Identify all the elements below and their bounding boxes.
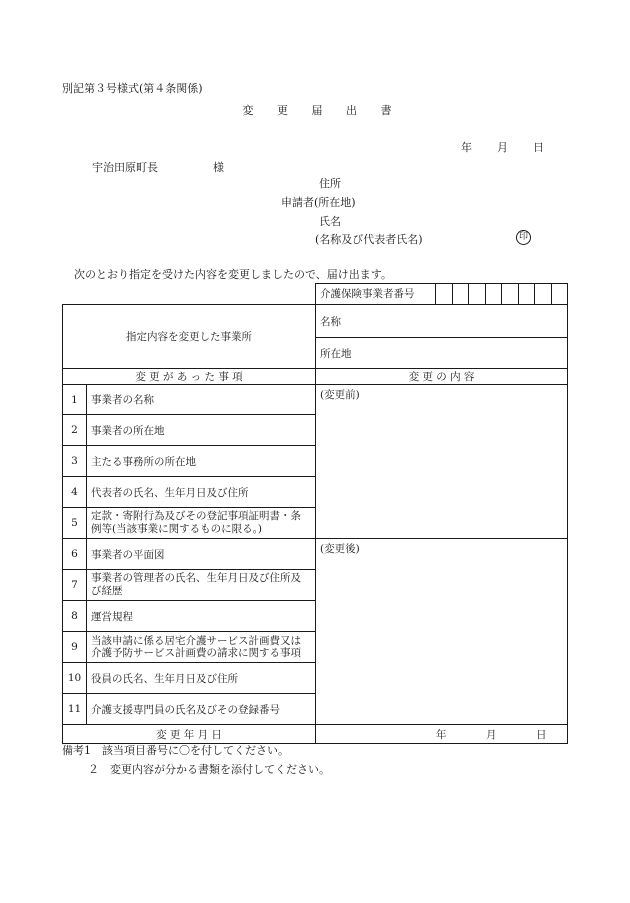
blank-cell	[63, 284, 316, 305]
insurer-number-cell	[316, 284, 568, 305]
change-before-label: (変更前)	[320, 389, 360, 401]
insurer-number-boxes[interactable]	[436, 284, 567, 304]
document-title: 変 更 届 出 書	[242, 104, 402, 117]
item-number[interactable]: 2	[63, 415, 87, 446]
item-number[interactable]: 8	[63, 601, 87, 632]
change-date-day: 日	[536, 729, 547, 741]
applicant-label: 申請者(所在地)	[281, 196, 356, 209]
digit-box[interactable]	[436, 284, 452, 304]
digit-box[interactable]	[534, 284, 551, 304]
date-year-label: 年	[461, 141, 472, 154]
item-number[interactable]: 1	[63, 385, 87, 415]
digit-box[interactable]	[551, 284, 568, 304]
item-text: 運営規程	[87, 601, 316, 632]
item-text: 定款・寄附行為及びその登記事項証明書・条例等(当該事業に関するものに限る。)	[87, 508, 316, 539]
item-number[interactable]: 4	[63, 477, 87, 508]
change-before-cell[interactable]	[316, 385, 568, 539]
item-number[interactable]: 11	[63, 694, 87, 725]
addressee: 宇治田原町長	[92, 161, 158, 174]
item-text: 役員の氏名、生年月日及び住所	[87, 663, 316, 694]
digit-box[interactable]	[518, 284, 535, 304]
digit-box[interactable]	[452, 284, 469, 304]
change-after-cell[interactable]	[316, 539, 568, 725]
seal-mark: 印	[516, 230, 531, 245]
office-name-label[interactable]: 名称	[316, 305, 568, 338]
item-text: 事業者の名称	[87, 385, 316, 415]
form-number-label: 別記第３号様式(第４条関係)	[62, 82, 203, 95]
item-text: 介護支援専門員の氏名及びその登録番号	[87, 694, 316, 725]
date-month-label: 月	[497, 141, 508, 154]
item-text: 事業者の平面図	[87, 539, 316, 570]
note-1: 備考1 該当項目番号に〇を付してください。	[62, 744, 289, 757]
item-number[interactable]: 7	[63, 570, 87, 601]
item-number[interactable]: 10	[63, 663, 87, 694]
change-date-year: 年	[436, 729, 447, 741]
items-header: 変 更 が あ っ た 事 項	[63, 369, 316, 385]
item-number[interactable]: 9	[63, 632, 87, 663]
note-2: ２ 変更内容が分かる書類を添付してください。	[88, 763, 330, 776]
item-text: 事業者の管理者の氏名、生年月日及び住所及び経歴	[87, 570, 316, 601]
name-sublabel: (名称及び代表者氏名)	[315, 233, 423, 246]
item-number[interactable]: 3	[63, 446, 87, 477]
digit-box[interactable]	[501, 284, 518, 304]
item-text: 主たる事務所の所在地	[87, 446, 316, 477]
digit-box[interactable]	[468, 284, 485, 304]
insurer-number-label: 介護保険事業者番号	[316, 284, 436, 304]
digit-box[interactable]	[485, 284, 502, 304]
item-number[interactable]: 6	[63, 539, 87, 570]
item-text: 当該申請に係る居宅介護サービス計画費又は介護予防サービス計画費の請求に関する事項	[87, 632, 316, 663]
change-date-field[interactable]	[316, 725, 568, 744]
change-date-month: 月	[486, 729, 497, 741]
change-form-table	[62, 283, 568, 744]
name-label: 氏名	[319, 215, 341, 228]
content-header: 変 更 の 内 容	[316, 369, 568, 385]
intro-text: 次のとおり指定を受けた内容を変更しましたので、届け出ます。	[74, 268, 392, 281]
item-number[interactable]: 5	[63, 508, 87, 539]
address-label: 住所	[319, 177, 341, 190]
office-label: 指定内容を変更した事業所	[63, 305, 316, 369]
item-text: 事業者の所在地	[87, 415, 316, 446]
honorific: 様	[213, 161, 224, 174]
change-after-label: (変更後)	[320, 543, 360, 555]
office-location-label[interactable]: 所在地	[316, 338, 568, 369]
item-text: 代表者の氏名、生年月日及び住所	[87, 477, 316, 508]
change-date-label: 変 更 年 月 日	[63, 725, 316, 744]
date-day-label: 日	[533, 141, 544, 154]
